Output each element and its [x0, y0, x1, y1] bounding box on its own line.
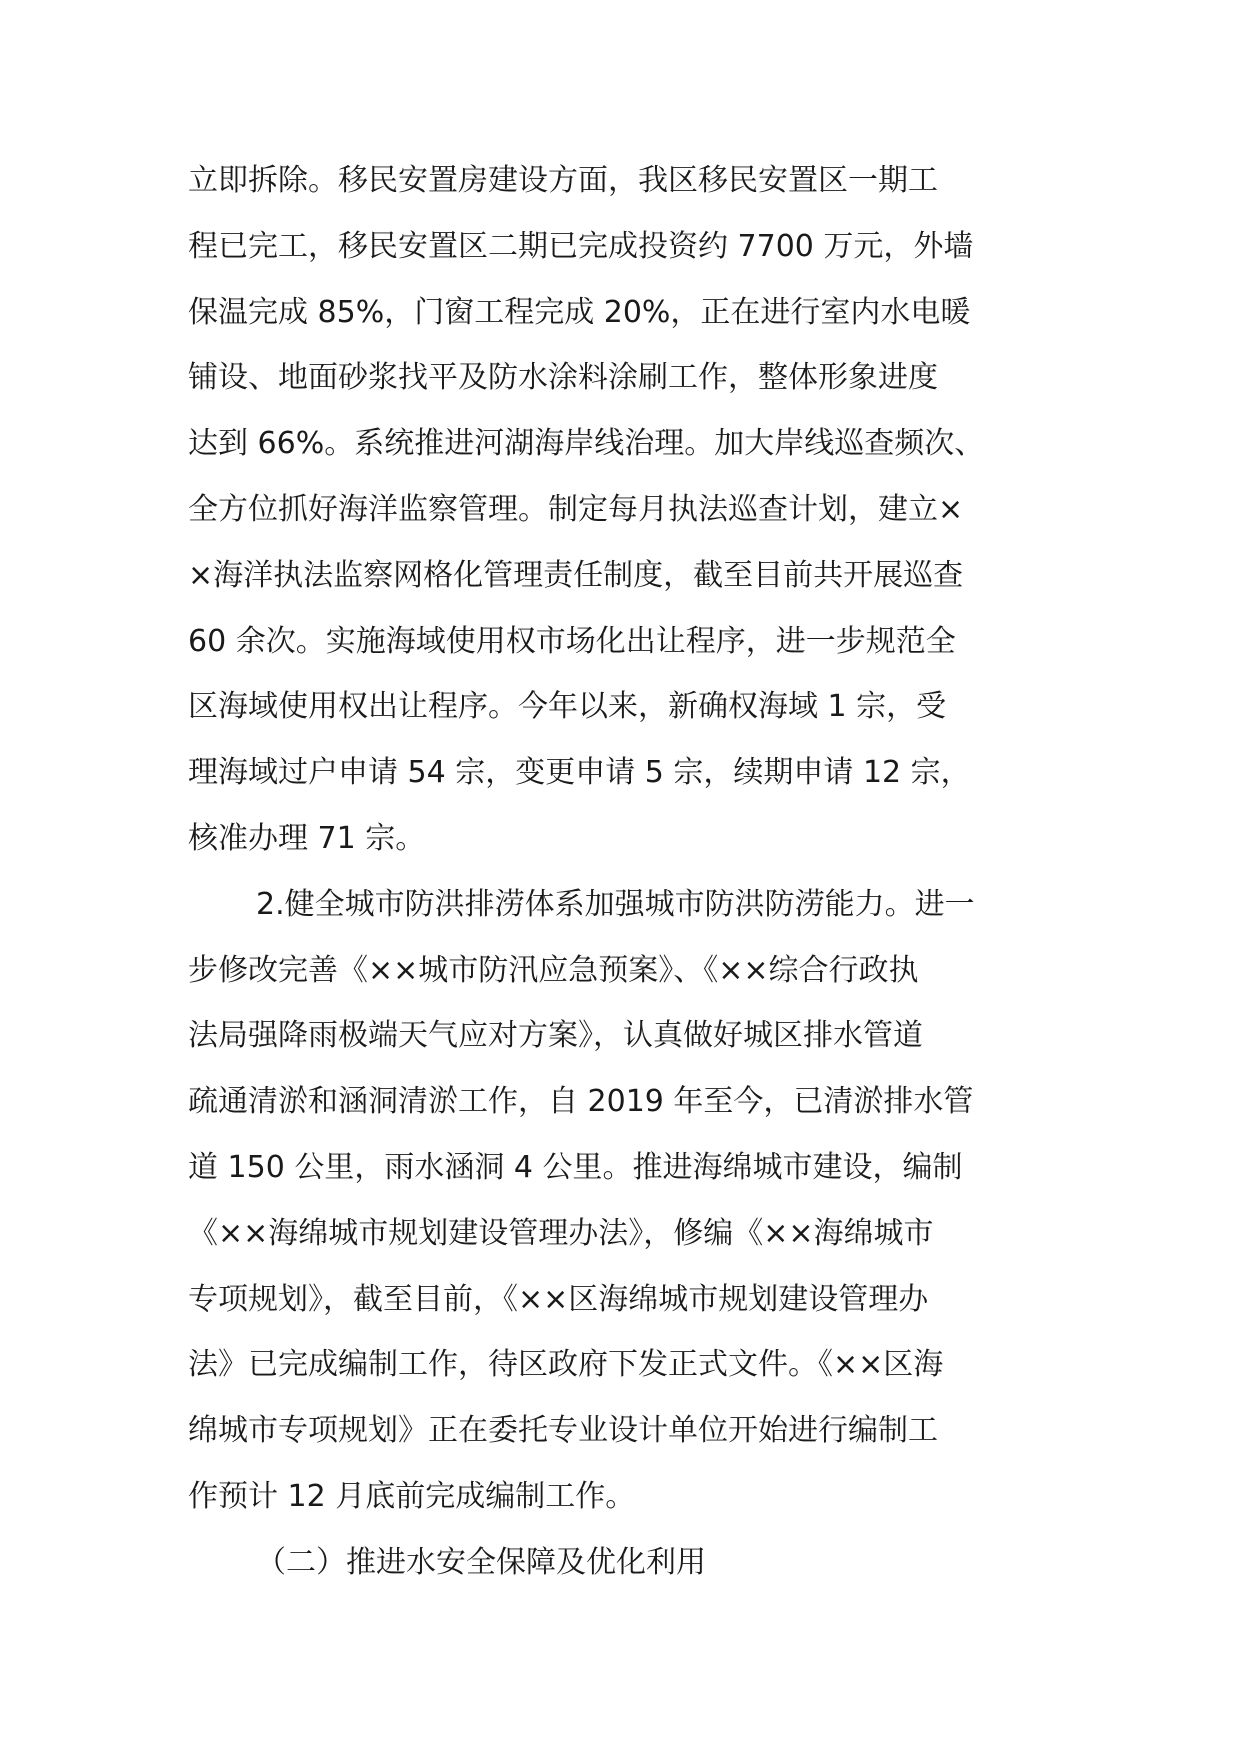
text-line: 全方位抓好海洋监察管理。制定每月执法巡查计划，建立× — [188, 491, 964, 527]
text-line: 核准办理 71 宗。 — [188, 820, 426, 856]
text-line: ×海洋执法监察网格化管理责任制度，截至目前共开展巡查 — [188, 557, 964, 593]
text-line: 绵城市专项规划》正在委托专业设计单位开始进行编制工 — [188, 1413, 938, 1449]
text-line: 程已完工，移民安置区二期已完成投资约 7700 万元，外墙 — [188, 228, 974, 264]
paragraph-resettlement — [188, 148, 1049, 872]
text-line: 法局强降雨极端天气应对方案》，认真做好城区排水管道 — [188, 1018, 923, 1054]
text-line: 疏通清淤和涵洞清淤工作，自 2019 年至今，已清淤排水管 — [188, 1084, 974, 1120]
text-line: 区海域使用权出让程序。今年以来，新确权海域 1 宗，受 — [188, 689, 947, 725]
section-heading-text: （二）推进水安全保障及优化利用 — [256, 1544, 706, 1580]
text-line: 作预计 12 月底前完成编制工作。 — [188, 1478, 636, 1514]
text-line-content: 2.健全城市防洪排涝体系加强城市防洪防涝能力。进一 — [256, 886, 975, 922]
text-line: 理海域过户申请 54 宗，变更申请 5 宗，续期申请 12 宗， — [188, 755, 971, 791]
text-line: 60 余次。实施海域使用权市场化出让程序，进一步规范全 — [188, 623, 956, 659]
text-line: 道 150 公里，雨水涵洞 4 公里。推进海绵城市建设，编制 — [188, 1149, 963, 1185]
text-line-first — [188, 872, 1049, 938]
text-line: 铺设、地面砂浆找平及防水涂料涂刷工作，整体形象进度 — [188, 360, 938, 396]
document-body — [188, 148, 1049, 1596]
text-line: 法》已完成编制工作，待区政府下发正式文件。《××区海 — [188, 1347, 944, 1383]
section-heading — [188, 1530, 1049, 1596]
text-line: 《××海绵城市规划建设管理办法》，修编《××海绵城市 — [188, 1215, 934, 1251]
text-line: 保温完成 85%，门窗工程完成 20%，正在进行室内水电暖 — [188, 294, 971, 330]
text-line: 立即拆除。移民安置房建设方面，我区移民安置区一期工 — [188, 163, 938, 198]
text-line: 达到 66%。系统推进河湖海岸线治理。加大岸线巡查频次、 — [188, 426, 985, 462]
text-line: 步修改完善《××城市防汛应急预案》、《××综合行政执 — [188, 952, 919, 988]
text-line: 专项规划》，截至目前，《××区海绵城市规划建设管理办 — [188, 1281, 929, 1317]
paragraph-flood-control — [188, 872, 1049, 1530]
section-heading-line — [188, 1530, 1049, 1596]
